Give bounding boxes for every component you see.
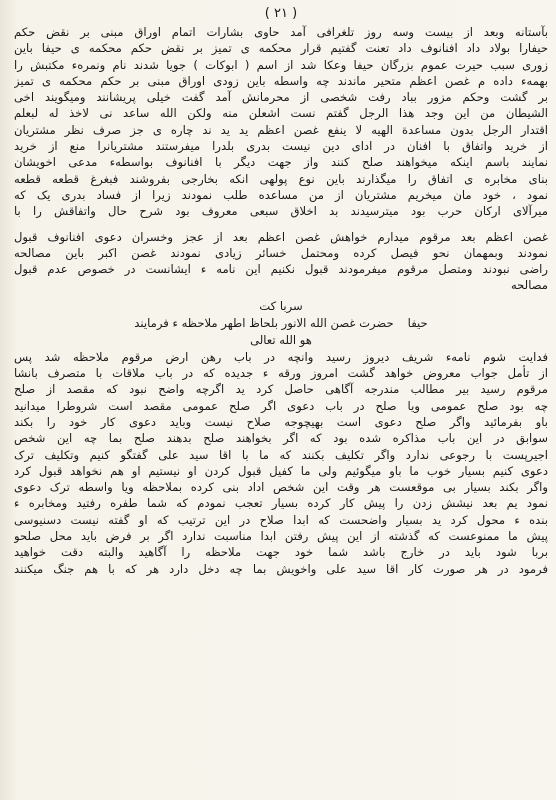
text-line: بر گشت وحکم مزور بباد رفت شخصی از محرمانش آمد گفت خیلی پریشانند ومیگویند اخی [14,90,548,105]
letter-invocation: هو الله تعالی [250,332,312,347]
text-line: واگر بکند بسیار بی موقعست هر وقت این شخص اداد بنی کرده بملاحظه ویا واسطه ترک دعوی [14,480,548,495]
text-line: مصالحه [510,278,548,293]
text-line: اجیرپست با رجوعی ندارد واگر تکلیف بکنند که ما با اقا سید علی گفتگو کنیم وتکلیف ترک [14,447,548,462]
text-line: دعوی کنیم بسیار خوب ما باو میگوئیم ولی ما کفیل قبول کردن او نیستیم او هم نخواهد قبول کرد [14,463,548,478]
letter-title: سربا کت [259,298,303,313]
text-line: نمود یم بعد نیشش زدن را پیش کار کرده بسیار تعجب نمودم که شما طفره رفتید ومخابره ء [14,496,548,511]
text-line: حیفارا بولاد داد افنانوف داد تعنت گفتیم قرار محکمه ی تمیز بر نقض حکم محکمه ی حیفا باین [14,41,548,56]
text-line: بنای مخابره ی اتفاق را میگذارند باین نوع پولهی انکه بخارجی بفروشند فبغرغ قطعه قطعه [14,171,548,186]
text-line: بربا شود باید در خارج باشد شما خود جهت ملاحظه را آگاهید والبته دقت خواهید [14,545,548,560]
text-line: نمایند باسم اینکه میخواهند صلح کنند واز جهت دیگر با افنانوف بواسطهء مدعی اخویشان [14,155,548,170]
spacer [14,220,548,229]
text-line: الشیطان من این وجد هذا الرجل گفتم نست اشعلن منه ولکن الله ساعد نی لاخذ له لبعلم [14,106,548,121]
text-line: پیش ما ممنوعست که گذشته از این پیش رفتن ابدا مناسبت ندارد اگر بر فرض باید محل صلحو [14,529,548,544]
text-line: از تأمل جواب معروض خواهد گشت امروز ورقه ء جدیده که در باب ملاقات با متصرف بانشا [14,366,548,381]
text-line: اقتدار الرجل بدون مساعدة الهیه لا ینفع غصن اعظم ید ید ند چاره ی جز صرف نظر مشتریان [14,122,548,137]
text-line: فرمود در هر صورت کار اقا سید علی واخویش بما چه دخل دارد هر که با هم جنگ میکنند [14,561,548,576]
text-line: راضی نبودند ومتصل مرقوم میفرمودند قبول نکنیم این نامه ء ایشانست در خصوص عدم قبول [14,262,548,277]
paragraph-1 [14,24,548,220]
text-line: بهمهء داده م غصن اعظم متحیر ماندند چه واسطه باین زودی اوراق مبنی بر حکم محکمه ی تمیز [14,73,548,88]
text-line: فدایت شوم نامهء شریف دیروز رسید وانچه در باب رهن ارض مرقوم ملاحظه شد پس [14,349,548,364]
text-line: باو بفرمائید واگر صلح دعوی است بهیچوجه صلاح نیست وباید دعوی کار خود را بکند [14,414,548,429]
text-line: مرقوم رسید بیر مطالب مندرجه آگاهی حاصل کرد ید اگرچه واضح نبود که مقصد از صلح [14,382,548,397]
text-line: میرآلای ارکان حرب بود میترسیدند بد اخلاق سبعی معروف بود شرح حال واتفاقش را با [14,204,548,219]
letter-place: حیفا [407,315,428,330]
paragraph-3 [14,349,548,577]
text-line: بآستانه وبعد از بیست وسه روز تلغرافی آمد حاوی بشارات اتمام اوراق مبنی بر نقض حکم [14,25,548,39]
text-line: غصن اعظم بعد مرقوم میدارم خواهش غصن اعظم بعد از عجز وخسران دعوی افنانوف قبول [14,229,548,244]
letter-address-line: حضرت غصن الله الانور بلحاظ اطهر ملاحظه ء فرمایند [134,315,394,330]
paragraph-2 [14,229,548,294]
text-line: چه بود صلح عمومی ویا صلح در باب دعوی اگر صلح عمومی مقصد است شروطرا میدانید [14,398,548,413]
text-line: بنده ء محول کرد ید بسیار واضحست که ابدا صلاح در این ترتیب که او گفته نیست دسنیوسی [14,512,548,527]
text-line: نمود ، خود مان میخریم مشتریان از من مساعده طلب نمودند زیرا از فساد بدری یک که [14,187,548,202]
text-line: سوابق در این باب مذاکره شده بود که اگر بخواهند صلح بدهند صلح بما چه این شخص [14,431,548,446]
text-line: زوری سبب حیرت عموم بزرگان حیفا وعکا شد از اسم ( ابوکات ) جویا شدند نام ونمرهء مکتبش را [14,57,548,72]
text-line: از خرید واتفاق با افنان در ادای دین نیست بدری بلدرا میفرستند مشتریانرا منع از خرید [14,139,548,154]
letter-address [14,315,548,332]
page-number: ( ۲۱ ) [264,6,298,21]
text-line: نمودند وبمهمان نحو فیصل کرده ومحتمل خسائر زیادی نمودند غصن اکبر باین مصالحه [14,245,548,260]
